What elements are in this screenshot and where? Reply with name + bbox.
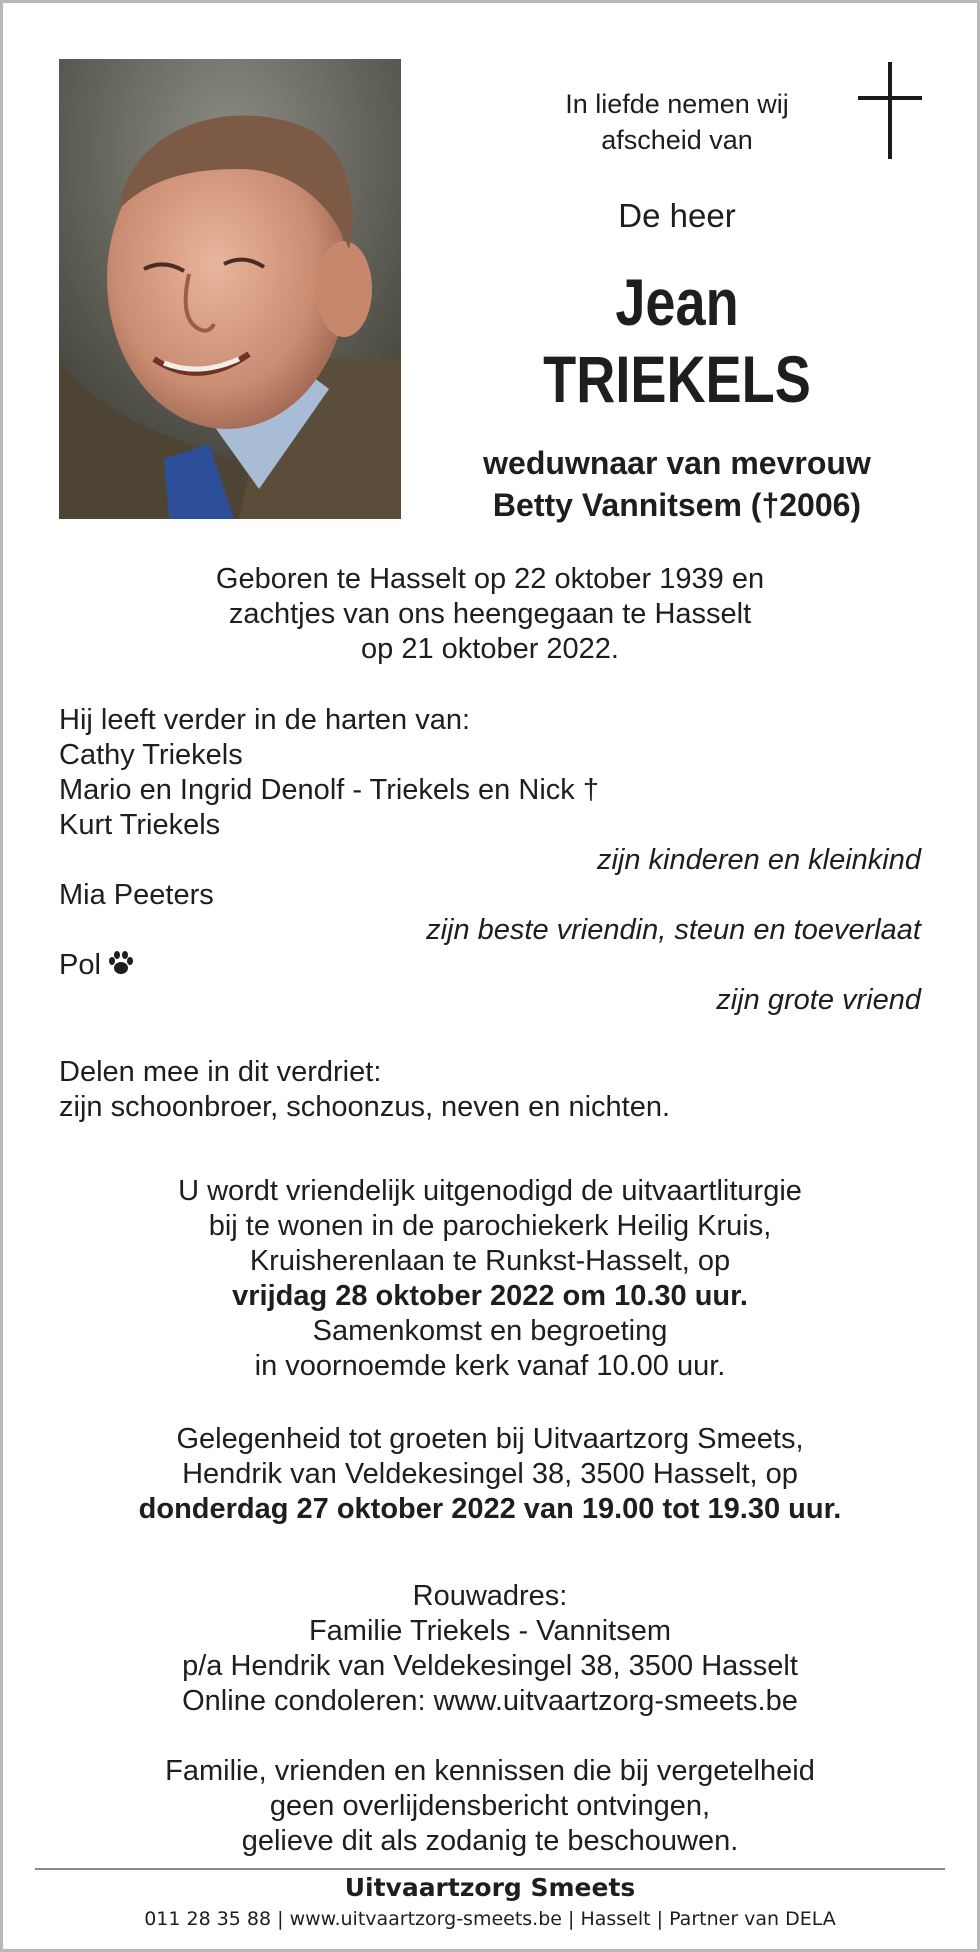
widow-of (420, 442, 934, 526)
mourner-name: Mia Peeters (59, 879, 214, 911)
last-name: TRIEKELS (543, 342, 811, 416)
mourner-relation: zijn kinderen en kleinkind (596, 844, 921, 876)
mourner-name: Mario en Ingrid Denolf - Triekels en Nick † (59, 774, 599, 806)
intro-text (420, 86, 934, 158)
mourners-list (59, 703, 921, 1018)
liturgy-line: in voornoemde kerk vanaf 10.00 uur. (254, 1350, 726, 1382)
portrait-photo (59, 59, 401, 519)
mourner-relation: zijn grote vriend (716, 984, 921, 1016)
share-grief-line: zijn schoonbroer, schoonzus, neven en nichten. (59, 1091, 671, 1123)
notice-text (59, 1754, 921, 1859)
paw-icon (107, 950, 135, 985)
share-grief (59, 1055, 921, 1125)
address-line: Online condoleren: www.uitvaartzorg-smeets.be (182, 1685, 798, 1717)
address-line: Familie Triekels - Vannitsem (308, 1615, 672, 1647)
funeral-home-name: Uitvaartzorg Smeets (344, 1873, 636, 1902)
notice-line: Familie, vrienden en kennissen die bij vergetelheid (165, 1755, 815, 1787)
liturgy-line: bij te wonen in de parochiekerk Heilig Kruis, (208, 1210, 772, 1242)
greetings-info (59, 1422, 921, 1527)
greetings-date: donderdag 27 oktober 2022 van 19.00 tot 19.30 uur. (138, 1493, 842, 1525)
mourner-relation: zijn beste vriendin, steun en toeverlaat (426, 914, 921, 946)
notice-line: geen overlijdensbericht ontvingen, (269, 1790, 711, 1822)
address-line: p/a Hendrik van Veldekesingel 38, 3500 Hasselt (182, 1650, 798, 1682)
intro-line: afscheid van (601, 125, 753, 155)
liturgy-line: U wordt vriendelijk uitgenodigd de uitvaartliturgie (178, 1175, 802, 1207)
address-line: Rouwadres: (412, 1580, 568, 1612)
mourner-name: Kurt Triekels (59, 809, 221, 841)
birth-death-line: zachtjes van ons heengegaan te Hasselt (228, 598, 752, 630)
salutation: De heer (618, 197, 736, 234)
birth-death-line: Geboren te Hasselt op 22 oktober 1939 en (215, 563, 765, 595)
widow-line: Betty Vannitsem (†2006) (492, 487, 862, 523)
mourners-heading: Hij leeft verder in de harten van: (59, 704, 471, 736)
birth-death-line: op 21 oktober 2022. (361, 633, 619, 665)
mourner-name: Pol (59, 949, 101, 981)
portrait-illustration (59, 59, 401, 519)
birth-death-text (59, 562, 921, 667)
mourner-name: Cathy Triekels (59, 739, 243, 771)
liturgy-invitation (59, 1174, 921, 1384)
greetings-line: Gelegenheid tot groeten bij Uitvaartzorg Smeets, (176, 1423, 804, 1455)
notice-line: gelieve dit als zodanig te beschouwen. (241, 1825, 739, 1857)
first-name: Jean (615, 265, 739, 339)
intro-line: In liefde nemen wij (565, 89, 789, 119)
liturgy-date: vrijdag 28 oktober 2022 om 10.30 uur. (232, 1280, 748, 1312)
mourner-pet-row (59, 948, 921, 983)
mourning-address (59, 1579, 921, 1719)
share-grief-line: Delen mee in dit verdriet: (59, 1056, 382, 1088)
greetings-line: Hendrik van Veldekesingel 38, 3500 Hasselt, op (182, 1458, 798, 1490)
footer-divider (35, 1868, 945, 1870)
widow-line: weduwnaar van mevrouw (483, 445, 871, 481)
liturgy-line: Kruisherenlaan te Runkst-Hasselt, op (249, 1245, 731, 1277)
liturgy-line: Samenkomst en begroeting (312, 1315, 668, 1347)
funeral-home-info: 011 28 35 88 | www.uitvaartzorg-smeets.be | Hasselt | Partner van DELA (144, 1908, 836, 1930)
